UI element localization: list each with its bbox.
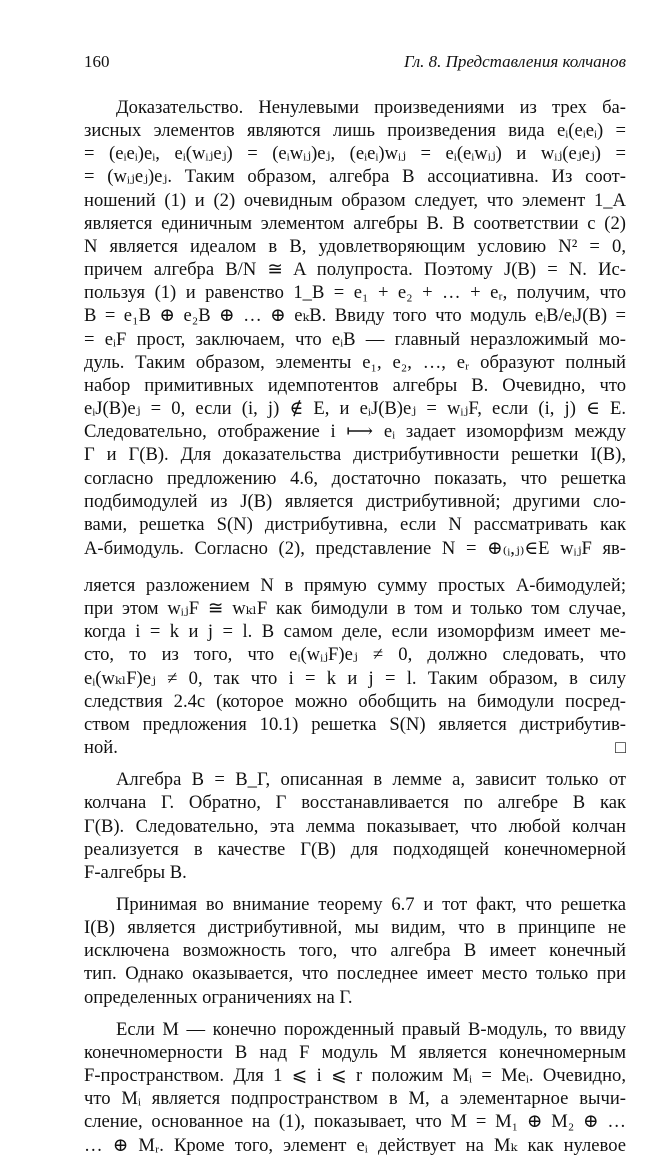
text-line: B = e₁B ⊕ e₂B ⊕ … ⊕ eₖB. Ввиду того что модуль eᵢB/eᵢJ(B) = <box>84 305 626 327</box>
chapter-title: Гл. 8. Представления колчанов <box>403 52 626 71</box>
text-line: = (wᵢⱼeⱼ)eⱼ. Таким образом, алгебра B ассоциативна. Из соот- <box>84 166 626 188</box>
text-line-end: ной. <box>84 737 118 759</box>
text-line: вами, решетка S(N) дистрибутивна, если N рассматривать как <box>84 513 626 535</box>
text-line: тип. Однако оказывается, что последнее имеет место только при <box>84 963 626 985</box>
qed-symbol: □ <box>615 737 626 758</box>
text-line: причем алгебра B/N ≅ A полупроста. Поэтому J(B) = N. Ис- <box>84 259 626 281</box>
paragraph-algebra <box>84 768 626 884</box>
text-line: подбимодулей из J(B) является дистрибутивной; другими сло- <box>84 490 626 512</box>
text-line: = (eᵢeᵢ)eᵢ, eᵢ(wᵢⱼeⱼ) = (eᵢwᵢⱼ)eⱼ, (eᵢeᵢ)wᵢⱼ = eᵢ(eᵢwᵢⱼ) и wᵢⱼ(eⱼeⱼ) = <box>84 143 626 165</box>
text-line: когда i = k и j = l. В самом деле, если изоморфизм имеет ме- <box>84 621 626 643</box>
text-line: реализуется в качестве Γ(B) для подходящей конечномерной <box>84 838 626 860</box>
text-line: eᵢJ(B)eⱼ = 0, если (i, j) ∉ E, и eᵢJ(B)eⱼ = wᵢⱼF, если (i, j) ∈ E. <box>84 398 626 420</box>
text-line: определенных ограничениях на Γ. <box>84 986 353 1008</box>
text-line: eᵢ(wₖₗF)eⱼ ≠ 0, так что i = k и j = l. Таким образом, в силу <box>84 667 626 689</box>
text-line: Доказательство. Ненулевыми произведениями из трех ба- <box>116 97 626 118</box>
text-line: A-бимодуль. Согласно (2), представление N = ⊕₍ᵢ,ⱼ₎∈E wᵢⱼF яв- <box>84 537 626 559</box>
page-number: 160 <box>84 52 110 71</box>
text-line: следствия 2.4c (которое можно обобщить на бимодули посред- <box>84 690 626 712</box>
proof-paragraph <box>84 96 626 759</box>
text-line: F-алгебры B. <box>84 861 187 883</box>
text-line: при этом wᵢⱼF ≅ wₖₗF как бимодули в том и только том случае, <box>84 598 626 620</box>
text-line: = eᵢF прост, заключаем, что eᵢB — главный неразложимый мо- <box>84 328 626 350</box>
text-line: зисных элементов являются лишь произведения вида eᵢ(eᵢeᵢ) = <box>84 120 626 142</box>
text-line <box>84 736 626 759</box>
text-line: что Mᵢ является подпространством в M, а элементарное вычи- <box>84 1088 626 1110</box>
text-line: F-пространством. Для 1 ⩽ i ⩽ r положим Mᵢ = Meᵢ. Очевидно, <box>84 1065 626 1087</box>
text-line: согласно предложению 4.6, достаточно показать, что решетка <box>84 467 626 489</box>
text-line: Γ и Γ(B). Для доказательства дистрибутивности решетки I(B), <box>84 444 626 466</box>
text-line: … ⊕ Mᵣ. Кроме того, элемент eᵢ действует на Mₖ как нулевое <box>84 1134 626 1156</box>
text-line: ношений (1) и (2) очевидным образом следует, что элемент 1_A <box>84 189 626 211</box>
text-line: N является идеалом в B, удовлетворяющим условию N² = 0, <box>84 235 626 257</box>
book-page <box>84 52 626 1157</box>
text-line: сление, основанное на (1), показывает, что M = M₁ ⊕ M₂ ⊕ … <box>84 1111 626 1133</box>
text-line: набор примитивных идемпотентов алгебры B. Очевидно, что <box>84 374 626 396</box>
text-line: дуль. Таким образом, элементы e₁, e₂, …, eᵣ образуют полный <box>84 351 626 373</box>
page-header <box>84 52 626 72</box>
text-line: Γ(B). Следовательно, эта лемма показывает, что любой колчан <box>84 815 626 837</box>
text-line: I(B) является дистрибутивной, мы видим, что в принципе не <box>84 917 626 939</box>
text-line: ляется разложением N в прямую сумму простых A-бимодулей; <box>84 574 626 596</box>
text-line: конечномерности B над F модуль M является конечномерным <box>84 1041 626 1063</box>
text-line: пользуя (1) и равенство 1_B = e₁ + e₂ + … + eᵣ, получим, что <box>84 282 626 304</box>
text-line: сто, то из того, что eᵢ(wᵢⱼF)eⱼ ≠ 0, должно следовать, что <box>84 644 626 666</box>
paragraph-module <box>84 1018 626 1157</box>
text-line: Если M — конечно порожденный правый B-модуль, то ввиду <box>116 1018 626 1040</box>
text-line: Следовательно, отображение i ⟼ eᵢ задает изоморфизм между <box>84 421 626 443</box>
text-line: ством предложения 10.1) решетка S(N) является дистрибутив- <box>84 713 626 735</box>
text-line: колчана Γ. Обратно, Γ восстанавливается по алгебре B как <box>84 792 626 814</box>
text-line: является единичным элементом алгебры B. В соответствии с (2) <box>84 212 626 234</box>
text-line: исключена возможность того, что алгебра B имеет конечный <box>84 940 626 962</box>
text-line: Принимая во внимание теорему 6.7 и тот факт, что решетка <box>116 894 626 915</box>
paragraph-theorem <box>84 893 626 1009</box>
text-line: Алгебра B = B_Γ, описанная в лемме a, зависит только от <box>116 769 626 791</box>
